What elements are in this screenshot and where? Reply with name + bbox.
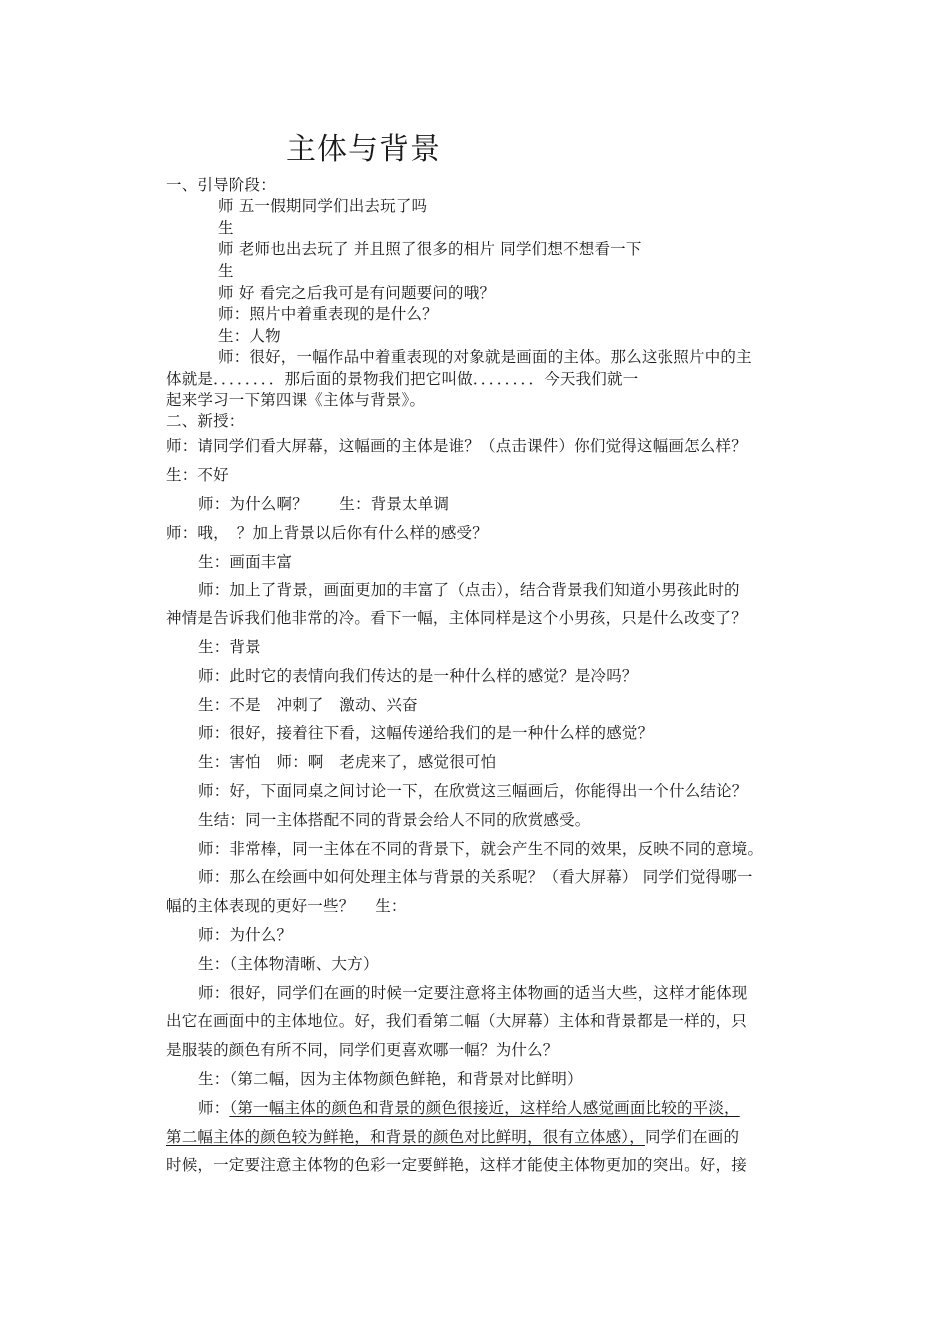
dialogue-line: 师：那么在绘画中如何处理主体与背景的关系呢？（看大屏幕） 同学们觉得哪一 [198, 868, 753, 886]
page-title: 主体与背景 [286, 132, 441, 167]
dialogue-line: 师：为什么？ [198, 926, 293, 944]
dialogue-line: 师：很好，接着往下看，这幅传递给我们的是一种什么样的感觉？ [198, 724, 654, 742]
dialogue-line: 师：照片中着重表现的是什么？ [218, 305, 438, 323]
paragraph-line: 时候，一定要注意主体物的色彩一定要鲜艳，这样才能使主体物更加的突出。好，接 [166, 1156, 747, 1174]
dialogue-line: 师 五一假期同学们出去玩了吗 [218, 197, 428, 215]
dialogue-line: 生：人物 [218, 327, 281, 345]
dialogue-line: 生 [218, 219, 234, 237]
dialogue-line-underlined [198, 1098, 740, 1118]
dialogue-line: 师：很好，同学们在画的时候一定要注意将主体物画的适当大些，这样才能体现 [198, 984, 748, 1002]
paragraph-line: 出它在画面中的主体地位。好，我们看第二幅（大屏幕）主体和背景都是一样的，只 [166, 1012, 747, 1030]
section-heading-intro: 一、引导阶段： [166, 176, 276, 194]
dialogue-line: 师：为什么啊？ 生：背景太单调 [198, 495, 450, 513]
section-heading-new: 二、新授： [166, 412, 245, 430]
dialogue-line: 师：此时它的表情向我们传达的是一种什么样的感觉？是冷吗？ [198, 667, 638, 685]
dialogue-line: 师：哦， ？加上背景以后你有什么样的感受？ [166, 524, 488, 542]
dialogue-line: 生 [218, 262, 234, 280]
dialogue-line: 师：加上了背景，画面更加的丰富了（点击），结合背景我们知道小男孩此时的 [198, 581, 740, 599]
dialogue-line: 生：害怕 师：啊 老虎来了，感觉很可怕 [198, 753, 497, 771]
dialogue-line: 师：很好，一幅作品中着重表现的对象就是画面的主体。那么这张照片中的主 [218, 348, 752, 366]
dialogue-line: 生：不是 冲刺了 激动、兴奋 [198, 696, 418, 714]
dialogue-line: 师 好 看完之后我可是有问题要问的哦？ [218, 284, 496, 302]
dialogue-line: 师 老师也出去玩了 并且照了很多的相片 同学们想不想看一下 [218, 240, 642, 258]
dialogue-line: 生结：同一主体搭配不同的背景会给人不同的欣赏感受。 [198, 811, 591, 829]
paragraph-line: 幅的主体表现的更好一些？ 生： [166, 897, 407, 915]
underlined-text: 第二幅主体的颜色较为鲜艳，和背景的颜色对比鲜明，很有立体感）， [166, 1128, 645, 1146]
dialogue-line: 师：非常棒，同一主体在不同的背景下，就会产生不同的效果，反映不同的意境。 [198, 840, 764, 858]
paragraph-line: 体就是．．．．．．．．那后面的景物我们把它叫做．．．．．．．．今天我们就一 [166, 370, 639, 388]
dialogue-line: 师：请同学们看大屏幕，这幅画的主体是谁？（点击课件）你们觉得这幅画怎么样？ [166, 437, 747, 455]
speaker-label: 师： [198, 1099, 230, 1117]
dialogue-line: 生：（主体物清晰、大方） [198, 955, 379, 973]
paragraph-line: 是服装的颜色有所不同，同学们更喜欢哪一幅？为什么？ [166, 1041, 559, 1059]
dialogue-line: 生：画面丰富 [198, 553, 293, 571]
dialogue-line: 生：背景 [198, 638, 261, 656]
paragraph-line: 神情是告诉我们他非常的冷。看下一幅，主体同样是这个小男孩，只是什么改变了？ [166, 609, 747, 627]
paragraph-line-underlined [166, 1127, 739, 1147]
dialogue-line: 生：不好 [166, 466, 229, 484]
plain-text: 同学们在画的 [644, 1128, 740, 1146]
dialogue-line: 生：（第二幅，因为主体物颜色鲜艳，和背景对比鲜明） [198, 1070, 583, 1088]
paragraph-line: 起来学习一下第四课《主体与背景》。 [166, 391, 426, 409]
dialogue-line: 师：好，下面同桌之间讨论一下，在欣赏这三幅画后，你能得出一个什么结论？ [198, 782, 748, 800]
underlined-text: （第一幅主体的颜色和背景的颜色很接近，这样给人感觉画面比较的平淡， [229, 1099, 740, 1117]
